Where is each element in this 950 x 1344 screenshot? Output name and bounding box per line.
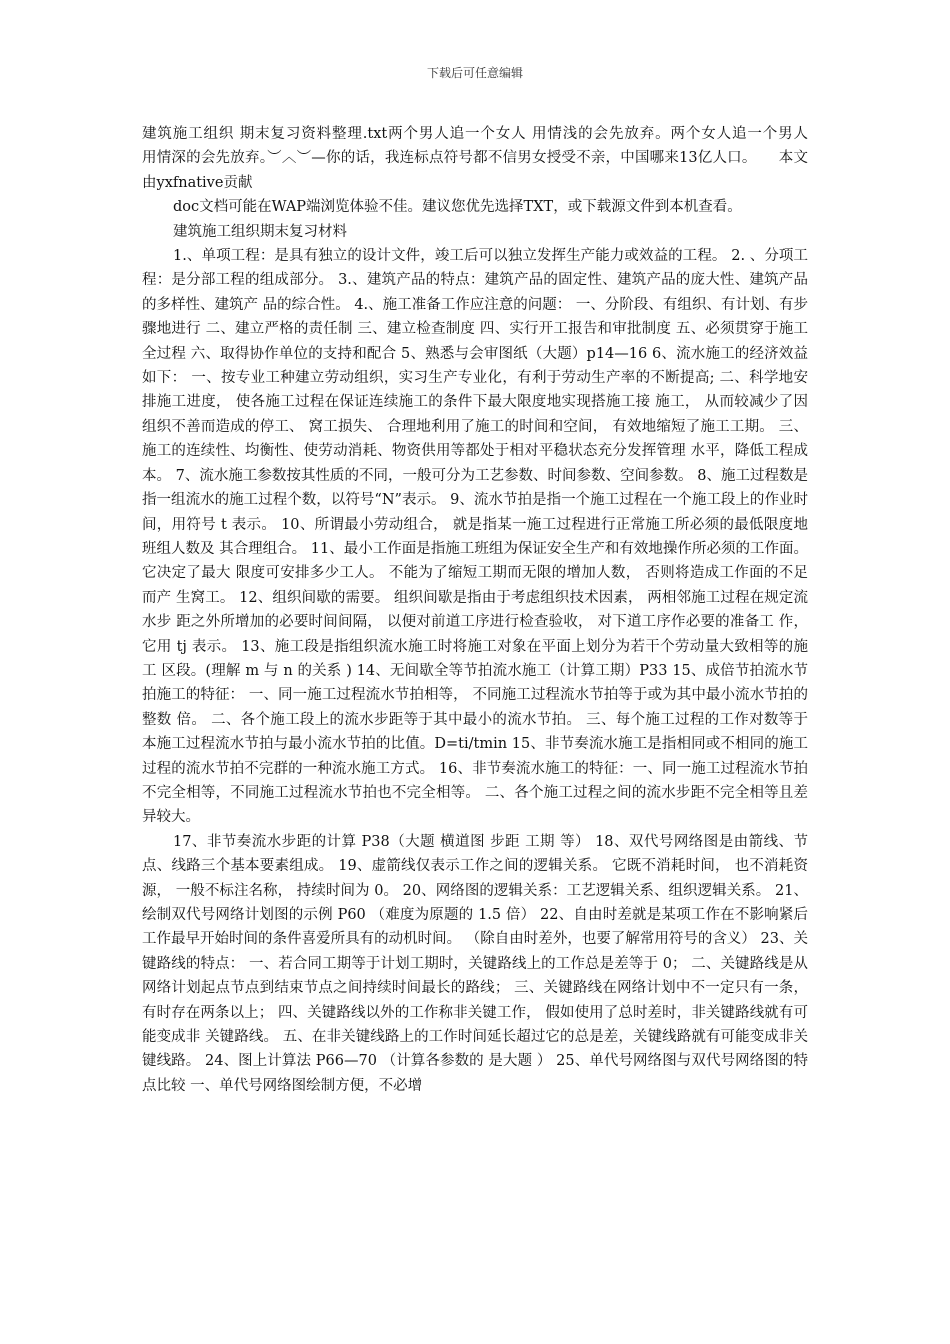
document-title: 建筑施工组织期末复习材料 [173, 223, 347, 240]
document-body [142, 122, 837, 1098]
page-header-note: 下载后可任意编辑 [426, 66, 523, 80]
intro-paragraph: 建筑施工组织 期末复习资料整理.txt两个男人追一个女人 用情浅的会先放弃。两个女人追一个男人 用情深的会先放弃。︶︿︶—你的话，我连标点符号都不信男女授受不亲，中国哪来13亿人口。 本文由yxfnative贡献 [142, 126, 837, 191]
wap-notice-paragraph: doc文档可能在WAP端浏览体验不佳。建议您优先选择TXT，或下载源文件到本机查看。 [173, 199, 742, 216]
body-paragraph-1: 1.、单项工程：是具有独立的设计文件，竣工后可以独立发挥生产能力或效益的工程。 2. 、分项工程：是分部工程的组成部分。 3.、建筑产品的特点：建筑产品的固定性、建筑产品的庞大性、建筑产品的多样性、建筑产 品的综合性。 4.、施工准备工作应注意的问题： 一、分阶段、有组织、有计划、有步骤地进行 二、建立严格的责任制 三、建立检查制度 四、实行开工报告和审批制度 五、必须贯穿于施工全过程 六、取得协作单位的支持和配合 5、熟悉与会审图纸（大题）p14—16 6、流水施工的经济效益如下： 一、按专业工种建立劳动组织，实习生产专业化，有利于劳动生产率的不断提高; 二、科学地安排施工进度， 使各施工过程在保证连续施工的条件下最大限度地实现搭施工接 施工， 从而较减少了因组织不善而造成的停工、 窝工损失、 合理地利用了施工的时间和空间， 有效地缩短了施工工期。 三、施工的连续性、均衡性、使劳动消耗、物资供用等都处于相对平稳状态充分发挥管理 水平，降低工程成本。 7、流水施工参数按其性质的不同，一般可分为工艺参数、时间参数、空间参数。 8、施工过程数是指一组流水的施工过程个数，以符号“N”表示。 9、流水节拍是指一个施工过程在一个施工段上的作业时间，用符号 t 表示。 10、所谓最小劳动组合， 就是指某一施工过程进行正常施工所必须的最低限度地班组人数及 其合理组合。 11、最小工作面是指施工班组为保证安全生产和有效地操作所必须的工作面。它决定了最大 限度可安排多少工人。 不能为了缩短工期而无限的增加人数， 否则将造成工作面的不足而产 生窝工。 12、组织间歇的需要。 组织间歇是指由于考虑组织技术因素， 两相邻施工过程在规定流水步 距之外所增加的必要时间间隔， 以便对前道工序进行检查验收， 对下道工序作必要的准备工 作，它用 tj 表示。 13、施工段是指组织流水施工时将施工对象在平面上划分为若干个劳动量大致相等的施工 区段。(理解 m 与 n 的关系 ) 14、无间歇全等节拍流水施工（计算工期）P33 15、成倍节拍流水节拍施工的特征： 一、同一施工过程流水节拍相等， 不同施工过程流水节拍等于或为其中最小流水节拍的整数 倍。 二、各个施工段上的流水步距等于其中最小的流水节拍。 三、每个施工过程的工作对数等于本施工过程流水节拍与最小流水节拍的比值。D=ti/tmin 15、非节奏流水施工是指相同或不相同的施工过程的流水节拍不完群的一种流水施工方式。 16、非节奏流水施工的特征：一、同一施工过程流水节拍不完全相等，不同施工过程流水节拍也不完全相等。 二、各个施工过程之间的流水步距不完全相等且差异较大。 [142, 248, 808, 826]
body-paragraph-2: 17、非节奏流水步距的计算 P38（大题 横道图 步距 工期 等） 18、双代号网络图是由箭线、节点、线路三个基本要素组成。 19、虚箭线仅表示工作之间的逻辑关系。 它既不消耗时间， 也不消耗资源， 一般不标注名称， 持续时间为 0。 20、网络图的逻辑关系：工艺逻辑关系、组织逻辑关系。 21、绘制双代号网络计划图的示例 P60 （难度为原题的 1.5 倍） 22、自由时差就是某项工作在不影响紧后工作最早开始时间的条件喜爱所具有的动机时间。 （除自由时差外，也要了解常用符号的含义） 23、关键路线的特点： 一、若合同工期等于计划工期时，关键路线上的工作总是差等于 0； 二、关键路线是从网络计划起点节点到结束节点之间持续时间最长的路线； 三、关键路线在网络计划中不一定只有一条，有时存在两条以上； 四、关键路线以外的工作称非关键工作， 假如使用了总时差时，非关键路线就有可能变成非 关键路线。 五、在非关键线路上的工作时间延长超过它的总是差，关键线路就有可能变成非关键线路。 24、图上计算法 P66—70 （计算各参数的 是大题 ） 25、单代号网络图与双代号网络图的特点比较 一、单代号网络图绘制方便，不必增 [142, 833, 808, 1094]
